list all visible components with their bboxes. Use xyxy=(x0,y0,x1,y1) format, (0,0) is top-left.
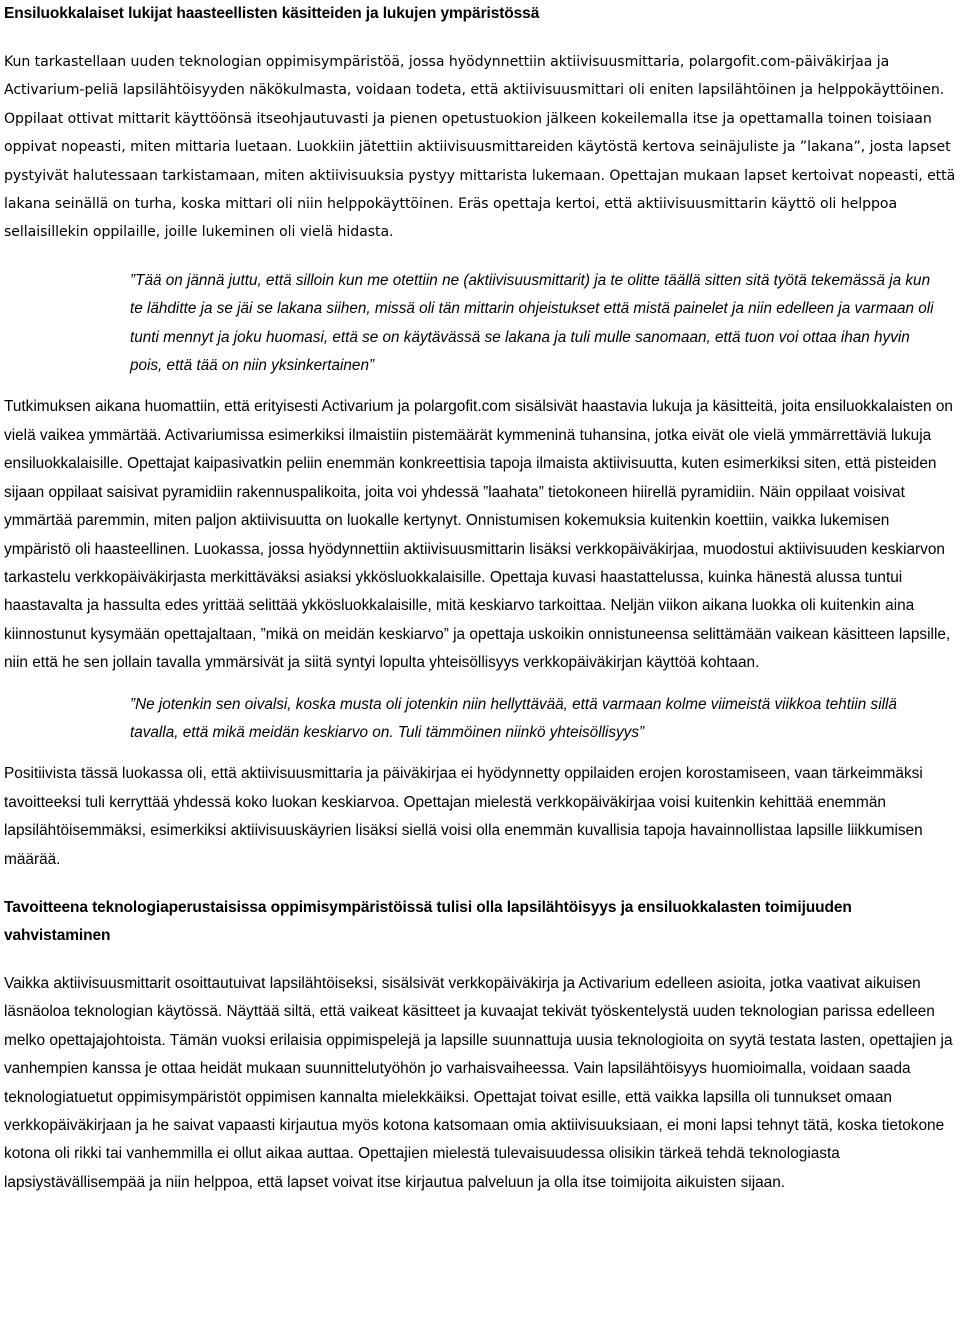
body-paragraph-4: Vaikka aktiivisuusmittarit osoittautuivat lapsilähtöiseksi, sisälsivät verkkopäiväkirja ja Activarium edelleen asioita, jotka vaativat aikuisen läsnäoloa teknologian käytössä. Näyttää siltä, että vaikeat käsitteet ja kuvaajat tekivät työskentelystä uuden teknologian parissa edelleen melko opettajajohtoista. Tämän vuoksi erilaisia oppimispelejä ja lapsille suunnattuja uusia teknologioita on syytä testata lasten, opettajien ja vanhempien kanssa je ottaa heidät mukaan suunnittelutyöhön jo varhaisvaiheessa. Vain lapsilähtöisyys huomioimalla, voidaan saada teknologiatuetut oppimisympäristöt oppimisen kannalta mielekkäiksi. Opettajat toivat esille, että vaikka lapsilla oli tunnukset omaan verkkopäiväkirjaan ja he saivat vapaasti kirjautua myös kotona katsomaan omia aktiivisuuksiaan, ei moni lapsi tehnyt tätä, koska tietokone kotona oli rikki tai vanhemmilla ei ollut aikaa auttaa. Opettajien mielestä tulevaisuudessa olisikin tärkeä tehdä teknologiasta lapsiystävällisempää ja niin helppoa, että lapset voivat itse kirjautua palveluun ja olla itse toimijoita aikuisten sijaan. xyxy=(4,974,953,1191)
interview-quote-1: ”Tää on jännä juttu, että silloin kun me otettiin ne (aktiivisuusmittarit) ja te olitte täällä sitten sitä työtä tekemässä ja kun te lähditte ja se jäi se lakana siihen, missä oli tän mittarin ohjeistukset että mistä painelet ja niin edelleen ja varmaan oli tunti mennyt ja joku huomasi, että se on käytävässä se lakana ja tuli mulle sanomaan, että tuon voi ottaa ihan hyvin pois, että tää on niin yksinkertainen” xyxy=(130,271,934,375)
body-paragraph-3: Positiivista tässä luokassa oli, että aktiivisuusmittaria ja päiväkirjaa ei hyödynnetty oppilaiden erojen korostamiseen, vaan tärkeimmäksi tavoitteeksi tuli kerryttää yhdessä koko luokan keskiarvoa. Opettajan mielestä verkkopäiväkirjaa voisi kuitenkin kehittää enemmän lapsilähtöisemmäksi, esimerkiksi aktiivisuuskäyrien lisäksi siellä voisi olla enemmän kuvallisia tapoja havainnollistaa lapsille liikkumisen määrää. xyxy=(4,765,923,868)
document-page xyxy=(4,0,956,1197)
section-heading-2: Tavoitteena teknologiaperustaisissa oppimisympäristöissä tulisi olla lapsilähtöisyys ja ensiluokkalasten toimijuuden vahvistaminen xyxy=(4,898,852,944)
interview-quote-2: ”Ne jotenkin sen oivalsi, koska musta oli jotenkin niin hellyttävää, että varmaan kolme viimeistä viikkoa tehtiin sillä tavalla, että mikä meidän keskiarvo on. Tuli tämmöinen niinkö yhteisöllisyys” xyxy=(130,695,897,741)
body-paragraph-2: Tutkimuksen aikana huomattiin, että erityisesti Activarium ja polargofit.com sisälsivät haastavia lukuja ja käsitteitä, joita ensiluokkalaisten on vielä vaikea ymmärtää. Activariumissa esimerkiksi ilmaistiin pistemäärät kymmeninä tuhansina, jotka eivät ole vielä ymmärrettäviä lukuja ensiluokkalaisille. Opettajat kaipasivatkin peliin enemmän konkreettisia tapoja ilmaista aktiivisuutta, kuten esimerkiksi siten, että pisteiden sijaan oppilaat saisivat pyramidiin rakennuspalikoita, joita voi yhdessä ”laahata” tietokoneen hiirellä pyramidiin. Näin oppilaat voisivat ymmärtää paremmin, miten paljon aktiivisuutta on luokalle kertynyt. Onnistumisen kokemuksia kuitenkin koettiin, vaikka lukemisen ympäristö oli haasteellinen. Luokassa, jossa hyödynnettiin aktiivisuusmittarin lisäksi verkkopäiväkirjaa, muodostui aktiivisuuden keskiarvon tarkastelu verkkopäiväkirjasta merkittäväksi asiaksi ykkösluokkalaisille. Opettaja kuvasi haastattelussa, kuinka hänestä alussa tuntui haastavalta ja hassulta edes yrittää selittää ykkösluokkalaisille, mitä keskiarvo tarkoittaa. Neljän viikon aikana luokka oli kuitenkin aina kiinnostunut kysymään opettajaltaan, ”mikä on meidän keskiarvo” ja opettaja uskoikin onnistuneensa selittämään vaikean käsitteen lapsille, niin että he sen jollain tavalla ymmärsivät ja siitä syntyi lopulta yhteisöllisyys verkkopäiväkirjan käyttöä kohtaan. xyxy=(4,398,953,672)
section-heading-1: Ensiluokkalaiset lukijat haasteellisten käsitteiden ja lukujen ympäristössä xyxy=(4,5,540,22)
body-paragraph-1: Kun tarkastellaan uuden teknologian oppimisympäristöä, jossa hyödynnettiin aktiivisuusmittaria, polargofit.com-päiväkirjaa ja Activarium-peliä lapsilähtöisyyden näkökulmasta, voidaan todeta, että aktiivisuusmittari oli eniten lapsilähtöinen ja helppokäyttöinen. Oppilaat ottivat mittarit käyttöönsä itseohjautuvasti ja pienen opetustuokion jälkeen kokeilemalla itse ja opettamalla toinen toisiaan oppivat nopeasti, miten mittaria luetaan. Luokkiin jätettiin aktiivisuusmittareiden käytöstä kertova seinäjuliste ja ”lakana”, josta lapset pystyivät halutessaan tarkistamaan, miten aktiivisuuksia pystyy mittarista lukemaan. Opettajan mukaan lapset kertoivat nopeasti, että lakana seinällä on turha, koska mittari oli niin helppokäyttöinen. Eräs opettaja kertoi, että aktiivisuusmittarin käyttö oli helppoa sellaisillekin oppilaille, joille lukeminen oli vielä hidasta. xyxy=(4,54,956,241)
